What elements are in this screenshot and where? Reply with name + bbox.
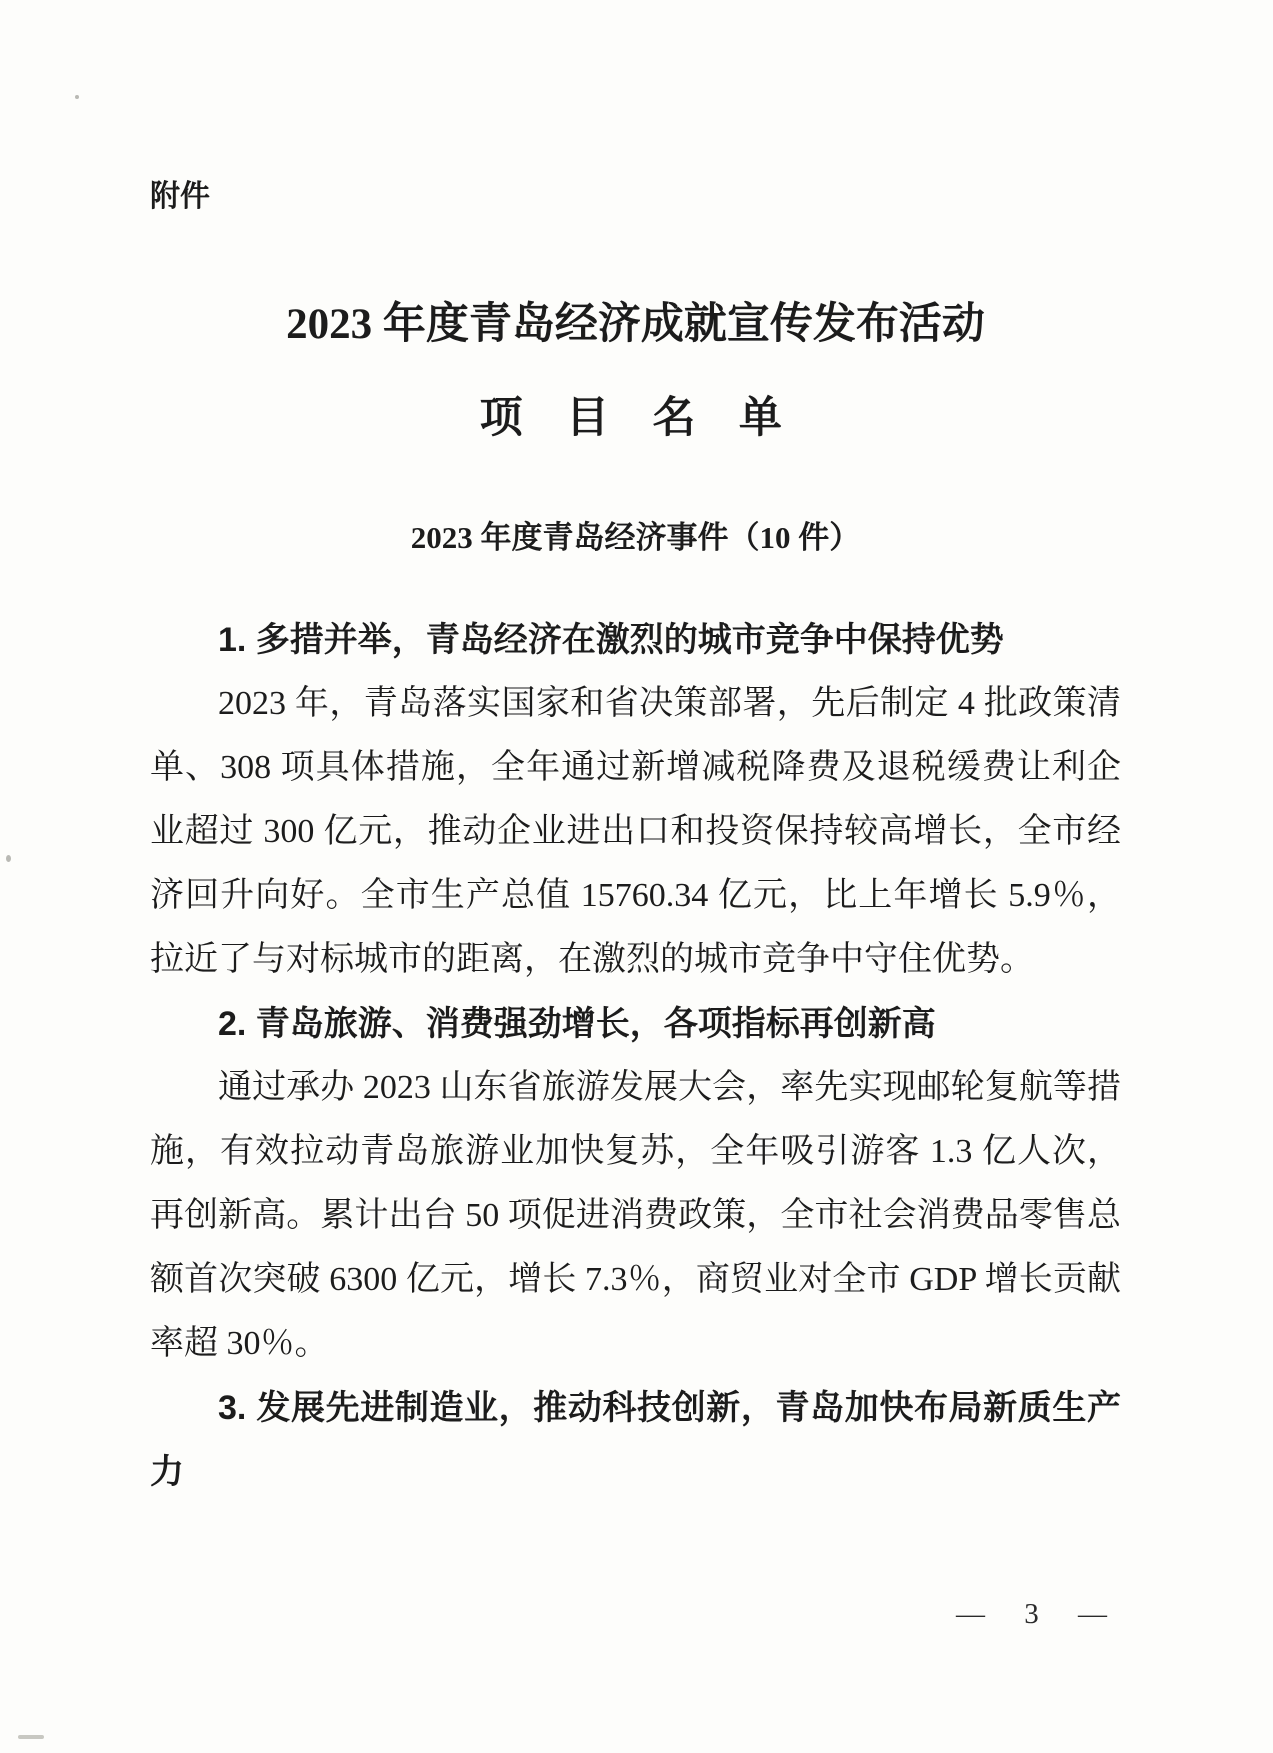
- entry-2-heading: 2. 青岛旅游、消费强劲增长，各项指标再创新高: [218, 1005, 936, 1043]
- page-number: — 3 —: [956, 1598, 1115, 1630]
- document-title: [150, 278, 1121, 466]
- entry-2-body: 通过承办 2023 山东省旅游发展大会，率先实现邮轮复航等措施，有效拉动青岛旅游业加快复苏，全年吸引游客 1.3 亿人次，再创新高。累计出台 50 项促进消费政策，全市社会消费品零售总额首次突破 6300 亿元，增长 7.3％，商贸业对全市 GDP 增长贡献率超 30％。: [150, 1069, 1121, 1362]
- document-body: [150, 608, 1121, 1504]
- document-title-line1: 2023 年度青岛经济成就宣传发布活动: [286, 301, 985, 348]
- scan-speck: [6, 855, 11, 862]
- attachment-label: 附件: [150, 180, 210, 213]
- entry-1-body: 2023 年，青岛落实国家和省决策部署，先后制定 4 批政策清单、308 项具体措施，全年通过新增减税降费及退税缓费让利企业超过 300 亿元，推动企业进出口和投资保持较高增长，全市经济回升向好。全市生产总值 15760.34 亿元，比上年增长 5.9％，拉近了与对标城市的距离，在激烈的城市竞争中守住优势。: [150, 685, 1121, 978]
- entry-1-heading: 1. 多措并举，青岛经济在激烈的城市竞争中保持优势: [218, 621, 1004, 659]
- section-heading: 2023 年度青岛经济事件（10 件）: [410, 520, 861, 555]
- scan-speck: [75, 95, 79, 99]
- document-title-line2: 项 目 名 单: [479, 395, 792, 442]
- scan-speck: [18, 1735, 44, 1739]
- entry-3-heading: 3. 发展先进制造业，推动科技创新，青岛加快布局新质生产力: [150, 1389, 1121, 1491]
